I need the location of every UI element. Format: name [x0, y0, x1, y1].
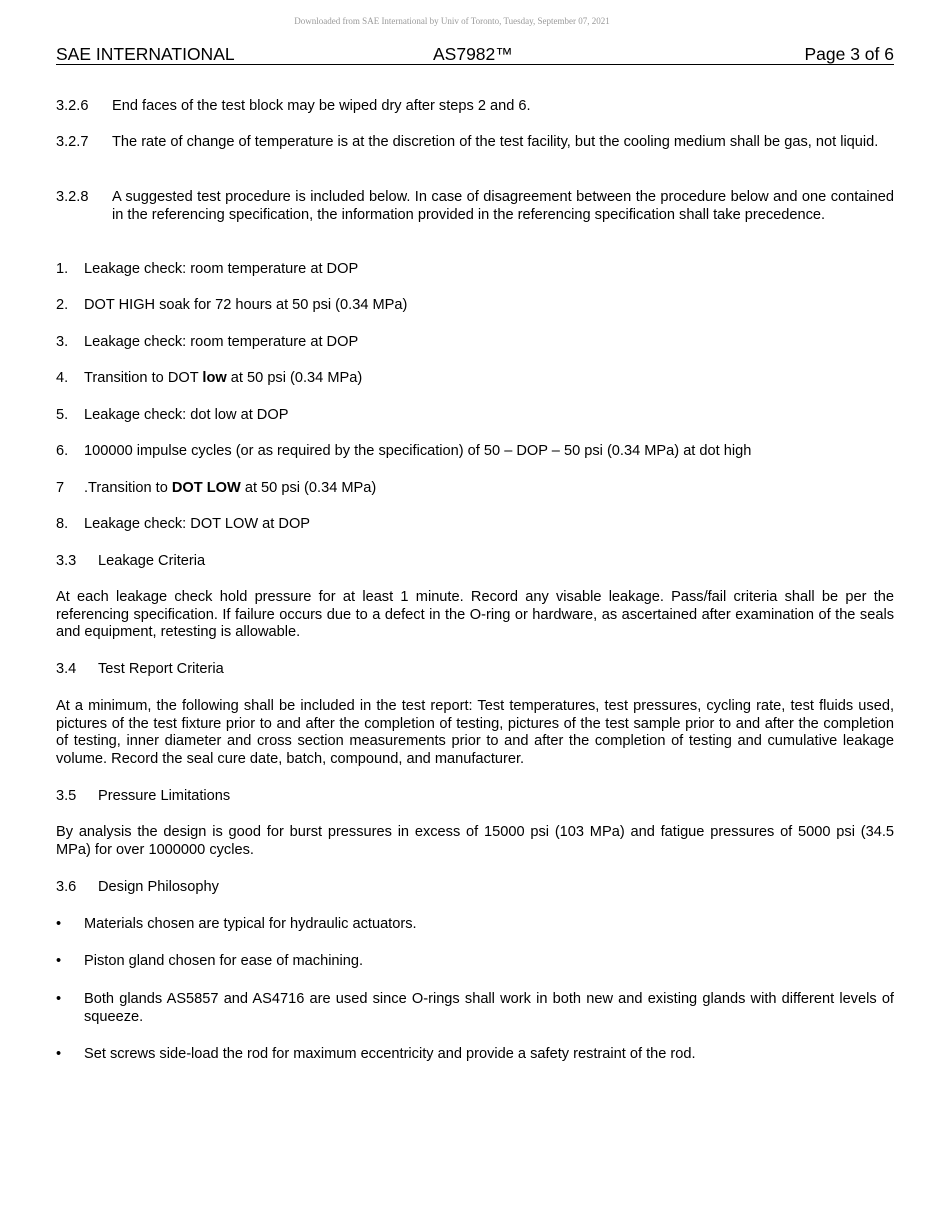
- bullet-icon: •: [56, 1046, 62, 1062]
- header-doc-number: AS7982™: [433, 44, 513, 64]
- procedure-step: [56, 407, 894, 425]
- section-heading-3-5: [56, 788, 894, 806]
- paragraph-text: The rate of change of temperature is at the discretion of the test facility, but the cooling medium shall be gas, not liquid.: [112, 134, 879, 150]
- section-title: Pressure Limitations: [98, 788, 231, 804]
- step-number: 5.: [56, 407, 69, 423]
- step-number: 2.: [56, 297, 69, 313]
- bullet-item: [56, 1046, 894, 1064]
- paragraph-3-2-7: [56, 134, 894, 170]
- section-body-3-5: By analysis the design is good for burst pressures in excess of 15000 psi (103 MPa) and fatigue pressures of 5000 psi (34.5 MPa) for over 1000000 cycles.: [56, 824, 894, 858]
- procedure-step: [56, 297, 894, 315]
- step-text: 100000 impulse cycles (or as required by the specification) of 50 – DOP – 50 psi (0.34 MPa) at dot high: [84, 443, 752, 459]
- section-heading-3-4: [56, 661, 894, 679]
- step-text: Leakage check: dot low at DOP: [84, 407, 289, 423]
- page-header: [56, 44, 894, 65]
- procedure-step: [56, 261, 894, 279]
- step-number: 1.: [56, 261, 69, 277]
- paragraph-3-2-6: [56, 98, 894, 116]
- section-number: 3.5: [56, 788, 77, 804]
- bullet-text: Set screws side-load the rod for maximum eccentricity and provide a safety restraint of the rod.: [84, 1046, 696, 1062]
- header-org: SAE INTERNATIONAL: [56, 44, 235, 64]
- bullet-text: Piston gland chosen for ease of machining.: [84, 953, 364, 969]
- bullet-text: Both glands AS5857 and AS4716 are used since O-rings shall work in both new and existing glands with different levels of squeeze.: [84, 991, 894, 1025]
- procedure-step: [56, 443, 894, 461]
- bullet-item: [56, 953, 894, 971]
- paragraph-number: 3.2.7: [56, 134, 89, 150]
- paragraph-text: End faces of the test block may be wiped dry after steps 2 and 6.: [112, 98, 531, 114]
- bullet-icon: •: [56, 953, 62, 969]
- step-number: 3.: [56, 334, 69, 350]
- step-text: DOT HIGH soak for 72 hours at 50 psi (0.34 MPa): [84, 297, 408, 313]
- step-text: Leakage check: room temperature at DOP: [84, 334, 359, 350]
- step-text-bold: DOT LOW: [171, 480, 241, 496]
- bullet-icon: •: [56, 916, 62, 932]
- section-heading-3-6: [56, 879, 894, 897]
- paragraph-number: 3.2.6: [56, 98, 89, 114]
- paragraph-3-2-8: [56, 189, 894, 243]
- procedure-step: [56, 516, 894, 534]
- paragraph-text: A suggested test procedure is included below. In case of disagreement between the procedure below and one contained in the referencing specification, the information provided in the referencing specification shall take precedence.: [112, 189, 894, 223]
- step-text: [84, 480, 894, 498]
- section-body-3-4: At a minimum, the following shall be included in the test report: Test temperatures, test pressures, cycling rate, test fluids used, pictures of the test fixture prior to and after the completion of testing, pictures of the test sample prior to and after the completion of testing, inner diameter and cross section measurements prior to and after the completion of testing and cumulative leakage volume. Record the seal cure date, batch, compound, and manufacturer.: [56, 698, 894, 767]
- section-title: Test Report Criteria: [98, 661, 224, 677]
- bullet-icon: •: [56, 991, 62, 1007]
- section-title: Design Philosophy: [98, 879, 219, 895]
- step-text-bold: low: [202, 370, 227, 386]
- bullet-item: [56, 916, 894, 934]
- bullet-text: Materials chosen are typical for hydraulic actuators.: [84, 916, 417, 932]
- procedure-step: [56, 334, 894, 352]
- download-watermark: Downloaded from SAE International by Univ of Toronto, Tuesday, September 07, 2021: [294, 16, 610, 26]
- step-text: [84, 370, 894, 388]
- section-number: 3.4: [56, 661, 77, 677]
- paragraph-number: 3.2.8: [56, 189, 89, 205]
- step-number: 6.: [56, 443, 69, 459]
- step-number: 8.: [56, 516, 69, 532]
- section-heading-3-3: [56, 553, 894, 571]
- step-text: Leakage check: DOT LOW at DOP: [84, 516, 311, 532]
- section-number: 3.3: [56, 553, 77, 569]
- step-number: 7: [56, 480, 65, 496]
- section-number: 3.6: [56, 879, 77, 895]
- procedure-step: [56, 370, 894, 388]
- step-text-post: at 50 psi (0.34 MPa): [226, 370, 363, 386]
- section-body-3-3: At each leakage check hold pressure for at least 1 minute. Record any visable leakage. Pass/fail criteria shall be per the referencing specification. If failure occurs due to a defect in the O-ring or hardware, as ascertained after examination of the seals and equipment, retesting is allowable.: [56, 589, 894, 640]
- step-number: 4.: [56, 370, 69, 386]
- section-title: Leakage Criteria: [98, 553, 206, 569]
- step-text: Leakage check: room temperature at DOP: [84, 261, 359, 277]
- bullet-item: [56, 991, 894, 1027]
- step-text-pre: .Transition to: [84, 480, 172, 496]
- step-text-post: at 50 psi (0.34 MPa): [240, 480, 377, 496]
- procedure-step: [56, 480, 894, 498]
- step-text-pre: Transition to DOT: [84, 370, 203, 386]
- header-page-number: Page 3 of 6: [804, 44, 894, 64]
